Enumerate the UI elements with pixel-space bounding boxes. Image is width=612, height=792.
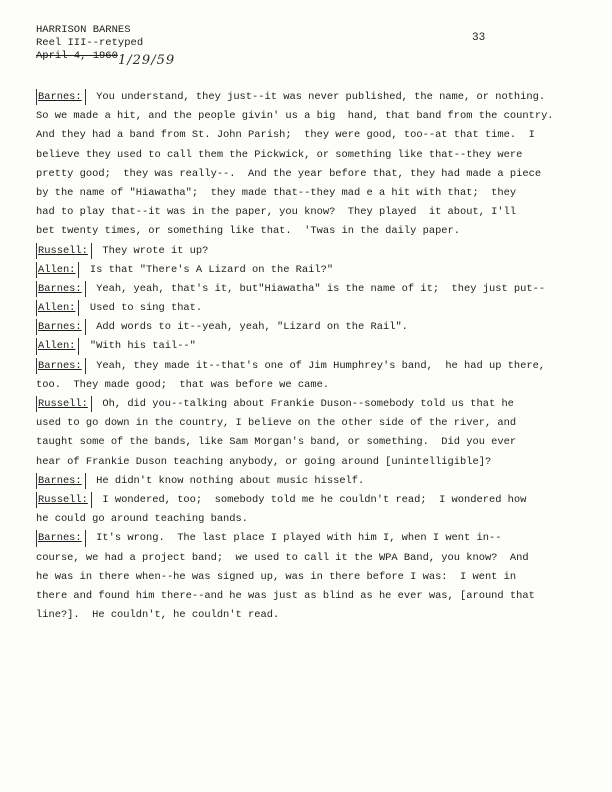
line-text: Add words to it--yeah, yeah, "Lizard on the Rail". — [96, 321, 408, 334]
interviewee-name: HARRISON BARNES — [36, 24, 131, 36]
speaker-tag — [36, 88, 84, 107]
speaker-tag — [36, 337, 77, 356]
speaker-tag — [36, 242, 90, 261]
reel-label: Reel III--retyped — [36, 37, 144, 49]
line-text: line?]. He couldn't, he couldn't read. — [36, 609, 280, 622]
transcript-line — [36, 107, 584, 126]
speaker-tag — [36, 261, 77, 280]
transcript-line — [36, 414, 584, 433]
speaker-line — [36, 261, 584, 280]
transcript-line — [36, 606, 584, 625]
transcript-line — [36, 568, 584, 587]
transcript-body — [36, 88, 584, 625]
speaker-tag — [36, 529, 84, 548]
speaker-name: Barnes: — [38, 359, 82, 372]
line-text: Yeah, yeah, that's it, but"Hiawatha" is the name of it; they just put-- — [96, 282, 546, 295]
line-text: by the name of "Hiawatha"; they made that--they mad e a hit with that; they — [36, 186, 517, 199]
transcript-line — [36, 376, 584, 395]
speaker-line — [36, 529, 584, 548]
line-text: believe they used to call them the Pickwick, or something like that--they were — [36, 148, 523, 161]
speaker-tag — [36, 299, 77, 318]
transcript-line — [36, 165, 584, 184]
line-text: So we made a hit, and the people givin' us a big hand, that band from the country. — [36, 110, 554, 123]
transcript-line — [36, 184, 584, 203]
speaker-name: Barnes: — [38, 321, 82, 334]
transcript-line — [36, 146, 584, 165]
speaker-tag — [36, 318, 84, 337]
line-text: pretty good; they was really--. And the year before that, they had made a piece — [36, 167, 542, 180]
line-text: taught some of the bands, like Sam Morgan's band, or something. Did you ever — [36, 436, 517, 449]
handwritten-date: 1/29/59 — [118, 53, 176, 68]
typed-date-struck: April 4, 1960 — [36, 50, 118, 62]
line-text: I wondered, too; somebody told me he couldn't read; I wondered how — [102, 493, 527, 506]
speaker-tag — [36, 491, 90, 510]
transcript-line — [36, 587, 584, 606]
speaker-line — [36, 395, 584, 414]
speaker-name: Barnes: — [38, 282, 82, 295]
line-text: Yeah, they made it--that's one of Jim Humphrey's band, he had up there, — [96, 359, 546, 372]
line-text: Used to sing that. — [89, 302, 203, 315]
speaker-line — [36, 337, 584, 356]
line-text: bet twenty times, or something like that. 'Twas in the daily paper. — [36, 225, 461, 238]
line-text: You understand, they just--it was never published, the name, or nothing. — [96, 91, 546, 103]
transcript-line — [36, 453, 584, 472]
speaker-line — [36, 88, 584, 107]
line-text: They wrote it up? — [102, 244, 209, 257]
line-text: too. They made good; that was before we came. — [36, 378, 330, 391]
speaker-name: Russell: — [38, 244, 88, 257]
speaker-tag — [36, 357, 84, 376]
page-number: 33 — [472, 32, 486, 44]
speaker-name: Russell: — [38, 398, 88, 410]
line-text: It's wrong. The last place I played with him I, when I went in-- — [96, 532, 502, 545]
line-text: he could go around teaching bands. — [36, 513, 249, 526]
speaker-line — [36, 357, 584, 376]
speaker-line — [36, 299, 584, 318]
speaker-name: Allen: — [38, 302, 76, 315]
line-text: used to go down in the country, I believe on the other side of the river, and — [36, 417, 517, 430]
line-text: "With his tail--" — [89, 340, 196, 353]
transcript-line — [36, 222, 584, 241]
transcript-line — [36, 203, 584, 222]
transcript-line — [36, 510, 584, 529]
transcript-line — [36, 126, 584, 145]
speaker-line — [36, 491, 584, 510]
speaker-tag — [36, 280, 84, 299]
line-text: Oh, did you--talking about Frankie Duson--somebody told us that he — [102, 398, 514, 410]
speaker-name: Barnes: — [38, 532, 82, 545]
speaker-tag — [36, 472, 84, 491]
line-text: there and found him there--and he was just as blind as he ever was, [around that — [36, 589, 535, 602]
transcript-line — [36, 549, 584, 568]
speaker-name: Allen: — [38, 263, 76, 276]
line-text: hear of Frankie Duson teaching anybody, or going around [unintelligible]? — [36, 455, 492, 468]
speaker-name: Barnes: — [38, 91, 82, 103]
line-text: course, we had a project band; we used to call it the WPA Band, you know? And — [36, 551, 529, 564]
speaker-line — [36, 472, 584, 491]
line-text: he was in there when--he was signed up, was in there before I was: I went in — [36, 570, 517, 583]
line-text: He didn't know nothing about music hisself. — [96, 474, 365, 487]
line-text: had to play that--it was in the paper, you know? They played it about, I'll — [36, 206, 517, 219]
speaker-line — [36, 242, 584, 261]
speaker-name: Allen: — [38, 340, 76, 353]
line-text: Is that "There's A Lizard on the Rail?" — [89, 263, 334, 276]
line-text: And they had a band from St. John Parish; they were good, too--at that time. I — [36, 129, 535, 142]
speaker-name: Barnes: — [38, 474, 82, 487]
speaker-line — [36, 318, 584, 337]
transcript-line — [36, 433, 584, 452]
speaker-name: Russell: — [38, 493, 88, 506]
speaker-tag — [36, 395, 90, 414]
speaker-line — [36, 280, 584, 299]
